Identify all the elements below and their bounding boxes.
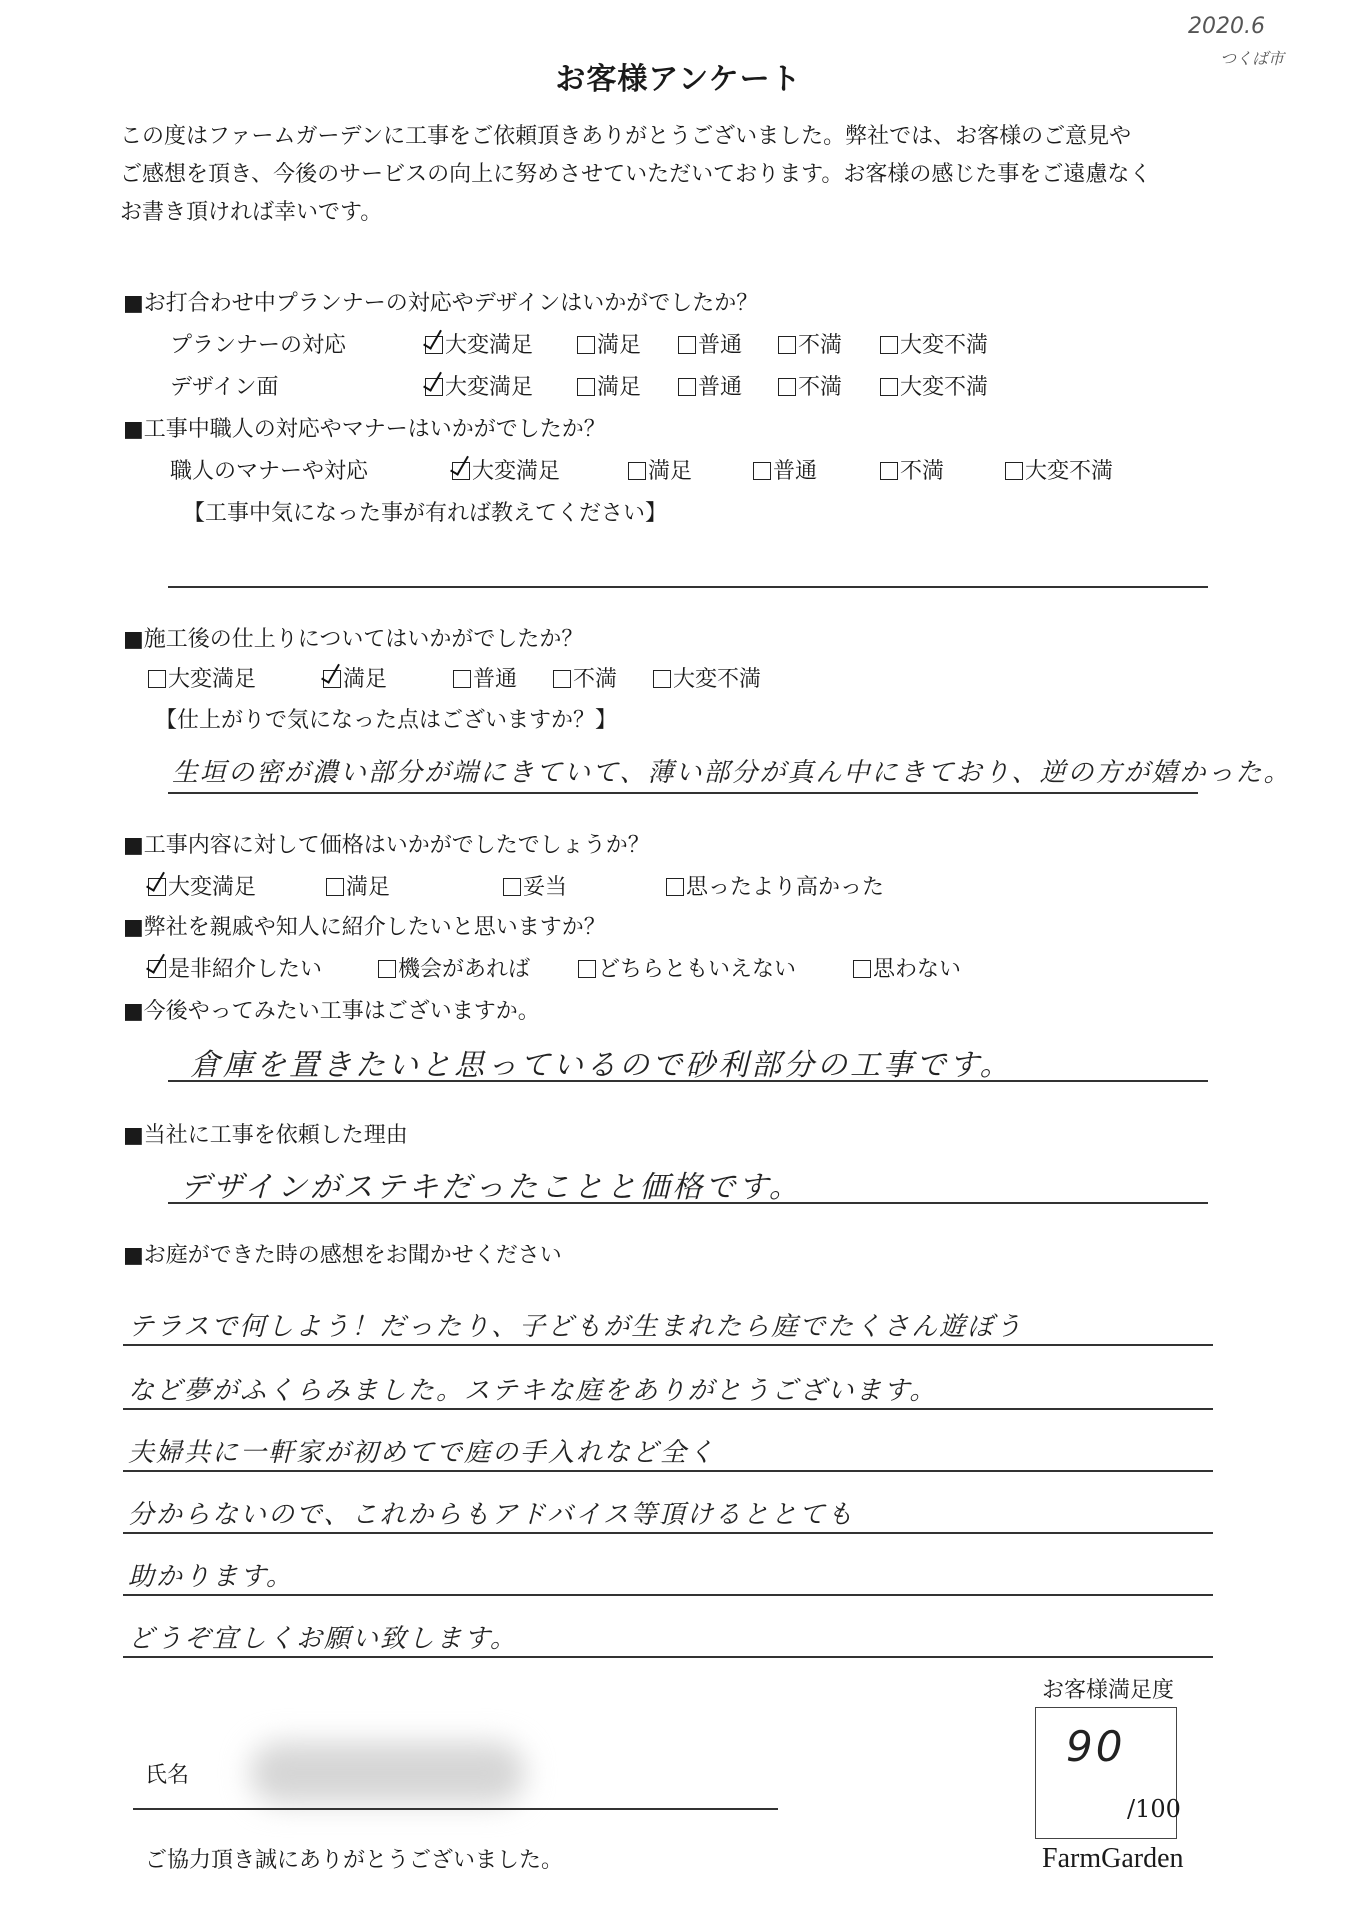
question-reason: ■当社に工事を依頼した理由 bbox=[123, 1123, 408, 1148]
option-dissatisfied[interactable]: 不満 bbox=[778, 370, 842, 401]
option-satisfied[interactable]: 満足 bbox=[323, 662, 387, 693]
intro-line: この度はファームガーデンに工事をご依頼頂きありがとうございました。弊社では、お客様のご意見や bbox=[120, 124, 1132, 149]
thanks-message: ご協力頂き誠にありがとうございました。 bbox=[145, 1848, 564, 1873]
answer-future-work[interactable]: 倉庫を置きたいと思っているので砂利部分の工事です。 bbox=[190, 1048, 1013, 1083]
checkbox[interactable] bbox=[553, 670, 571, 688]
checkbox-checked[interactable] bbox=[452, 462, 470, 480]
answer-line bbox=[123, 1344, 1213, 1346]
answer-impressions-line[interactable]: どうぞ宜しくお願い致します。 bbox=[128, 1624, 518, 1654]
option-satisfied[interactable]: 満足 bbox=[628, 454, 692, 485]
answer-impressions-line[interactable]: 分からないので、これからもアドバイス等頂けるととても bbox=[128, 1500, 855, 1530]
answer-line bbox=[123, 1408, 1213, 1410]
option-satisfied[interactable]: 満足 bbox=[577, 370, 641, 401]
option-very-satisfied[interactable]: 大変満足 bbox=[425, 328, 533, 359]
option-very-dissatisfied[interactable]: 大変不満 bbox=[880, 328, 988, 359]
subquestion-concerns: 【工事中気になった事が有れば教えてください】 bbox=[183, 501, 668, 526]
option-expensive[interactable]: 思ったより高かった bbox=[666, 870, 884, 901]
checkbox[interactable] bbox=[578, 960, 596, 978]
checkbox[interactable] bbox=[666, 878, 684, 896]
checkbox[interactable] bbox=[628, 462, 646, 480]
name-line bbox=[133, 1808, 778, 1810]
answer-impressions-line[interactable]: 助かります。 bbox=[128, 1562, 294, 1592]
answer-line bbox=[123, 1594, 1213, 1596]
subquestion-finish-concerns: 【仕上がりで気になった点はございますか？】 bbox=[155, 708, 618, 733]
answer-line bbox=[123, 1470, 1213, 1472]
option-reasonable[interactable]: 妥当 bbox=[503, 870, 567, 901]
checkbox-checked[interactable] bbox=[425, 336, 443, 354]
checkbox[interactable] bbox=[148, 670, 166, 688]
answer-line bbox=[168, 792, 1198, 794]
answer-line bbox=[123, 1656, 1213, 1658]
redacted-name bbox=[250, 1742, 525, 1804]
question-finish: ■施工後の仕上りについてはいかがでしたか？ bbox=[123, 627, 584, 652]
row-label: 職人のマナーや対応 bbox=[170, 459, 369, 484]
option-very-dissatisfied[interactable]: 大変不満 bbox=[880, 370, 988, 401]
referral-row bbox=[148, 952, 1048, 986]
answer-impressions-line[interactable]: など夢がふくらみました。ステキな庭をありがとうございます。 bbox=[128, 1376, 938, 1406]
checkbox[interactable] bbox=[503, 878, 521, 896]
checkbox-checked[interactable] bbox=[148, 960, 166, 978]
checkbox-checked[interactable] bbox=[148, 878, 166, 896]
option-very-satisfied[interactable]: 大変満足 bbox=[148, 662, 256, 693]
answer-line bbox=[168, 1080, 1208, 1082]
option-definitely[interactable]: 是非紹介したい bbox=[148, 952, 322, 983]
checkbox[interactable] bbox=[453, 670, 471, 688]
answer-line bbox=[168, 1202, 1208, 1204]
answer-line bbox=[168, 586, 1208, 588]
price-row bbox=[148, 870, 1048, 904]
option-no[interactable]: 思わない bbox=[853, 952, 961, 983]
planner-response-row bbox=[170, 328, 1070, 362]
answer-finish-concerns[interactable]: 生垣の密が濃い部分が端にきていて、薄い部分が真ん中にきており、逆の方が嬉かった。 bbox=[172, 758, 1292, 788]
question-future-work: ■今後やってみたい工事はございますか。 bbox=[123, 999, 540, 1024]
row-label: プランナーの対応 bbox=[170, 333, 347, 358]
answer-impressions-line[interactable]: テラスで何しよう！だったり、子どもが生まれたら庭でたくさん遊ぼう bbox=[128, 1312, 1024, 1342]
option-neutral[interactable]: どちらともいえない bbox=[578, 952, 796, 983]
checkbox[interactable] bbox=[853, 960, 871, 978]
checkbox[interactable] bbox=[577, 336, 595, 354]
checkbox-checked[interactable] bbox=[323, 670, 341, 688]
satisfaction-max: /100 bbox=[1127, 1795, 1181, 1823]
satisfaction-score[interactable]: 90 bbox=[1066, 1722, 1126, 1771]
stamp-date: 2020.6 bbox=[1188, 14, 1265, 39]
checkbox[interactable] bbox=[880, 336, 898, 354]
option-very-satisfied[interactable]: 大変満足 bbox=[425, 370, 533, 401]
option-very-dissatisfied[interactable]: 大変不満 bbox=[1005, 454, 1113, 485]
brand-logo: FarmGarden bbox=[1042, 1843, 1184, 1874]
question-craftsman: ■工事中職人の対応やマナーはいかがでしたか？ bbox=[123, 417, 606, 442]
question-impressions: ■お庭ができた時の感想をお聞かせください bbox=[123, 1243, 562, 1268]
intro-paragraph bbox=[120, 118, 1250, 232]
checkbox[interactable] bbox=[1005, 462, 1023, 480]
option-normal[interactable]: 普通 bbox=[453, 662, 517, 693]
checkbox[interactable] bbox=[880, 462, 898, 480]
checkbox[interactable] bbox=[378, 960, 396, 978]
stamp-city: つくば市 bbox=[1220, 49, 1285, 68]
checkbox[interactable] bbox=[678, 378, 696, 396]
checkbox[interactable] bbox=[753, 462, 771, 480]
checkbox[interactable] bbox=[577, 378, 595, 396]
checkbox[interactable] bbox=[326, 878, 344, 896]
intro-line: ご感想を頂き、今後のサービスの向上に努めさせていただいております。お客様の感じた事をご遠慮なく bbox=[120, 162, 1152, 187]
intro-line: お書き頂ければ幸いです。 bbox=[120, 200, 383, 225]
checkbox[interactable] bbox=[880, 378, 898, 396]
row-label: デザイン面 bbox=[170, 375, 279, 400]
page-title: お客様アンケート bbox=[555, 62, 802, 97]
option-dissatisfied[interactable]: 不満 bbox=[553, 662, 617, 693]
option-satisfied[interactable]: 満足 bbox=[577, 328, 641, 359]
question-planner: ■お打合わせ中プランナーの対応やデザインはいかがでしたか？ bbox=[123, 291, 759, 316]
name-label: 氏名 bbox=[145, 1763, 190, 1788]
option-normal[interactable]: 普通 bbox=[678, 370, 742, 401]
satisfaction-label: お客様満足度 bbox=[1042, 1678, 1175, 1703]
option-very-satisfied[interactable]: 大変満足 bbox=[452, 454, 560, 485]
answer-impressions-line[interactable]: 夫婦共に一軒家が初めてで庭の手入れなど全く bbox=[128, 1438, 717, 1468]
checkbox-checked[interactable] bbox=[425, 378, 443, 396]
answer-line bbox=[123, 1532, 1213, 1534]
craftsman-row bbox=[170, 454, 1170, 488]
option-very-dissatisfied[interactable]: 大変不満 bbox=[653, 662, 761, 693]
answer-reason[interactable]: デザインがステキだったことと価格です。 bbox=[180, 1170, 802, 1205]
checkbox[interactable] bbox=[678, 336, 696, 354]
question-price: ■工事内容に対して価格はいかがでしたでしょうか？ bbox=[123, 833, 650, 858]
option-very-satisfied[interactable]: 大変満足 bbox=[148, 870, 256, 901]
option-satisfied[interactable]: 満足 bbox=[326, 870, 390, 901]
finish-row bbox=[148, 662, 1048, 696]
option-dissatisfied[interactable]: 不満 bbox=[778, 328, 842, 359]
question-referral: ■弊社を親戚や知人に紹介したいと思いますか？ bbox=[123, 915, 606, 940]
option-normal[interactable]: 普通 bbox=[678, 328, 742, 359]
design-row bbox=[170, 370, 1070, 404]
option-normal[interactable]: 普通 bbox=[753, 454, 817, 485]
option-if-chance[interactable]: 機会があれば bbox=[378, 952, 530, 983]
checkbox[interactable] bbox=[778, 336, 796, 354]
checkbox[interactable] bbox=[653, 670, 671, 688]
option-dissatisfied[interactable]: 不満 bbox=[880, 454, 944, 485]
checkbox[interactable] bbox=[778, 378, 796, 396]
